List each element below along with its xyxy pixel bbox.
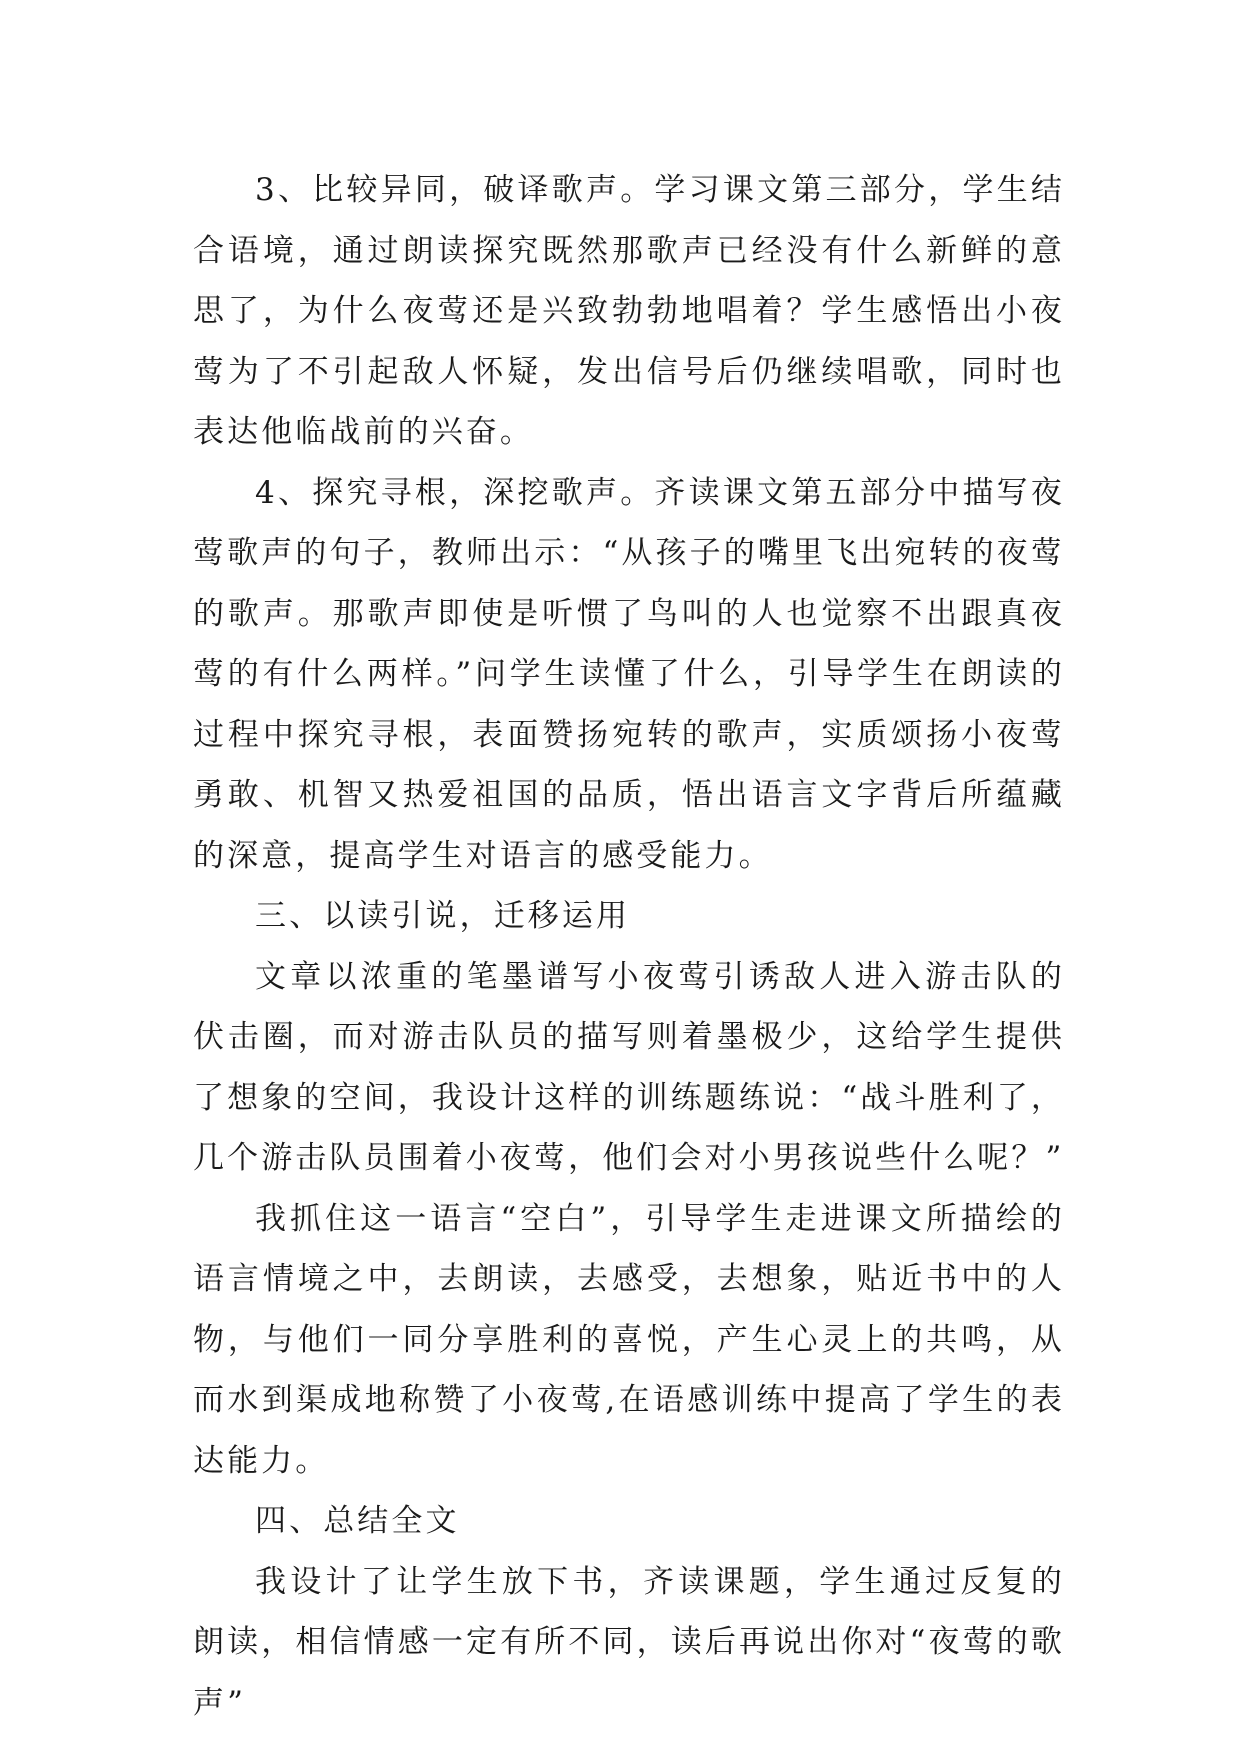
paragraph-explore-songs: 4、探究寻根，深挖歌声。齐读课文第五部分中描写夜莺歌声的句子，教师出示：“从孩子的嘴里飞出宛转的夜莺的歌声。那歌声即使是听惯了鸟叫的人也觉察不出跟真夜莺的有什么两样。”问学生读懂了什么，引导学生在朗读的过程中探究寻根，表面赞扬宛转的歌声，实质颂扬小夜莺勇敢、机智又热爱祖国的品质，悟出语言文字背后所蕴藏的深意，提高学生对语言的感受能力。 (193, 474, 1065, 874)
paragraph-language-blank: 我抓住这一语言“空白”，引导学生走进课文所描绘的语言情境之中，去朗读，去感受，去想象，贴近书中的人物，与他们一同分享胜利的喜悦，产生心灵上的共鸣，从而水到渠成地称赞了小夜莺,在语感训练中提高了学生的表达能力。 (193, 1200, 1065, 1479)
paragraph-compare-songs: 3、比较异同，破译歌声。学习课文第三部分，学生结合语境，通过朗读探究既然那歌声已经没有什么新鲜的意思了，为什么夜莺还是兴致勃勃地唱着？学生感悟出小夜莺为了不引起敌人怀疑，发出信号后仍继续唱歌，同时也表达他临战前的兴奋。 (193, 172, 1065, 450)
document-body (193, 160, 1065, 1733)
section-heading-summary: 四、总结全文 (255, 1503, 460, 1539)
paragraph-summary-design: 我设计了让学生放下书，齐读课题，学生通过反复的朗读，相信情感一定有所不同，读后再说出你对“夜莺的歌声” (193, 1563, 1065, 1721)
paragraph-imagination-exercise: 文章以浓重的笔墨谱写小夜莺引诱敌人进入游击队的伏击圈，而对游击队员的描写则着墨极少，这给学生提供了想象的空间，我设计这样的训练题练说：“战斗胜利了，几个游击队员围着小夜莺，他们会对小男孩说些什么呢？” (193, 958, 1065, 1176)
section-heading-read-and-speak: 三、以读引说，迁移运用 (255, 898, 631, 934)
